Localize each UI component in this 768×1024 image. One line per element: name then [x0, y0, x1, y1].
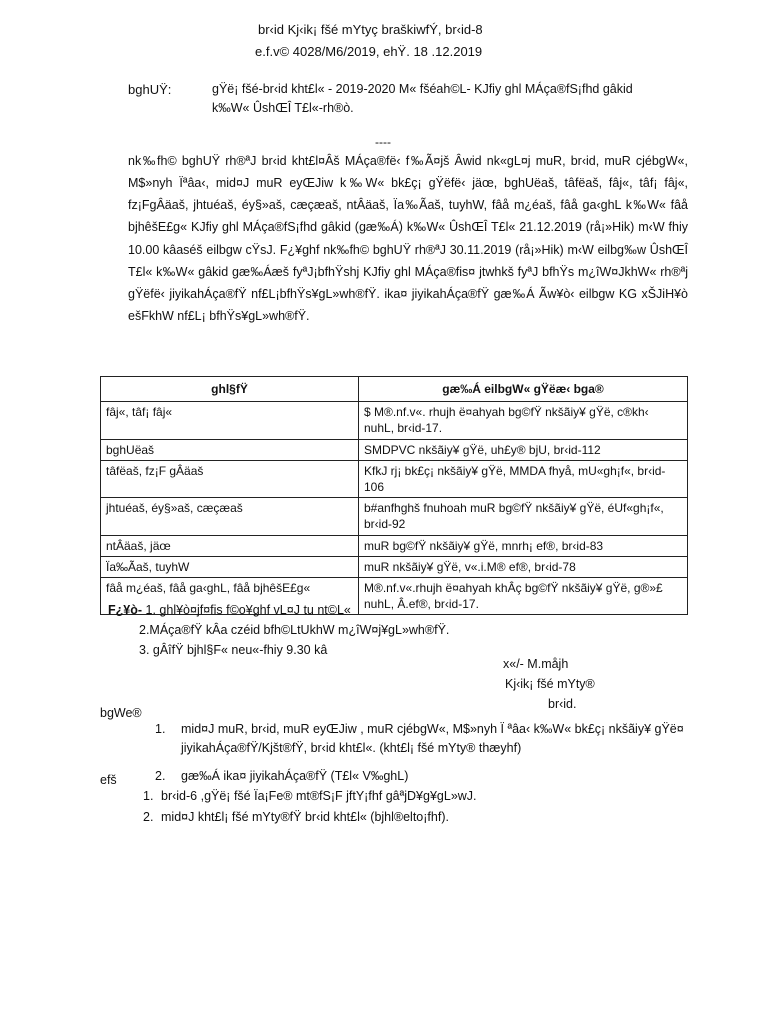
copy-list: [143, 787, 663, 830]
table-cell-venue: muR bg©fŸ nkšãiy¥ gŸë, mnrh¡ ef®, br‹id-83: [359, 535, 688, 556]
list-item-text: mid¤J muR, br‹id, muR eyŒJiw , muR cjébgW«, M$»nyh Ï ªâa‹ k‰W« bk£ç¡ nkšãiy¥ gŸë¤ jiyikahÁça®fŸ/Kjšt®fŸ, br‹id kht£l«. (kht£l¡ fšé mYty® thæyhf): [181, 722, 684, 756]
list-item-text: br‹id-6 ,gŸë¡ fšé Ïa¡Fe® mt®fS¡F jftY¡fhf gâªjD¥g¥gL»wJ.: [161, 789, 477, 803]
table-cell-venue: $ M®.nf.v«. rhujh ë¤ahyah bg©fŸ nkšãiy¥ gŸë, c®kh‹ nuhL, br‹id-17.: [359, 402, 688, 439]
column-header-subjects: ghl§fŸ: [101, 377, 359, 402]
column-header-venue: gæ‰Á eilbgW« gŸëæ‹ bga®: [359, 377, 688, 402]
reference-number-date: e.f.v© 4028/M6/2019, ehŸ. 18 .12.2019: [255, 44, 483, 59]
body-paragraph: nk‰fh© bghUŸ rh®ªJ br‹id kht£l¤Âš MÁça®fë‹ f‰Ã¤jš Âwid nk«gL¤j muR, br‹id, muR cjébgW«, M$»nyh Ïªâa‹, mid¤J muR eyŒJiw k‰W« bk£ç¡ gŸëfë‹ jäœ, bghUëaš, tâfëaš, fâj«, tâf¡ fâj«, fz¡FgÂäaš, jhtuéaš, éy§»aš, cæçæaš, ntÂäaš, Ïa‰Ãaš, tuyhW, fâå m¿éaš, fâå ga‹ghL k‰W« fâå bjhêšE£g« KJfiy ghl MÁça®fS¡fhd gâkid (gæ‰Á) k‰W« ÛshŒÎ T£l« 21.12.2019 (rå¡»Hik) m‹W fhiy 10.00 kâaséš eilbgw cŸsJ. F¿¥ghf nk‰fh© bghUŸ rh®ªJ 30.11.2019 (rå¡»Hik) m‹W eilbg‰w ÛshŒÎ T£l« k‰W« gâkid gæ‰Áæš fyªJ¡bfhŸshj KJfiy ghl MÁça®fis¤ jtwhkš fyªJ bfhŸs m¿îW¤JkhW« rh®ªj gŸëfë‹ jiyikahÁça®fŸ nf£L¡bfhŸs¥gL»wh®fŸ. ika¤ jiyikahÁça®fŸ gæ‰Á Ãw¥ò‹ eilbgw KG xŠJiH¥ò ešFkhW nf£L¡ bfhŸs¥gL»wh®fŸ.: [128, 154, 688, 323]
note-item: 2.MÁça®fŸ kÂa czéid bfh©LtUkhW m¿îW¤j¥gL»wh®fŸ.: [139, 623, 450, 637]
list-item-text: gæ‰Á ika¤ jiyikahÁça®fŸ (T£l« V‰ghL): [181, 768, 409, 783]
signature-designation: Kj‹ik¡ fšé mYty®: [505, 677, 595, 691]
table-cell-subject: Ïa‰Ãaš, tuyhW: [101, 556, 359, 577]
subject-label: bghUŸ:: [128, 82, 172, 97]
office-header: br‹id Kj‹ik¡ fšé mYtyç braškiwfÝ, br‹id-8: [258, 22, 483, 37]
separator-dashes: ----: [375, 135, 391, 149]
signature-name: x«/- M.måjh: [503, 657, 569, 671]
list-item-number: 2.: [143, 810, 154, 825]
list-item-number: 1.: [143, 789, 154, 803]
table-cell-venue: SMDPVC nkšãiy¥ gŸë, uh£y® bjU, br‹id-112: [359, 439, 688, 460]
note-text: 1. ghl¥ò¤jf¤fis f©o¥ghf vL¤J tu nt©L«: [145, 603, 351, 617]
table-cell-subject: bghUëaš: [101, 439, 359, 460]
copy-label: efš: [100, 773, 117, 787]
list-item: [143, 808, 663, 827]
list-item: [155, 767, 695, 786]
table-row: [101, 535, 688, 556]
list-item-number: 2.: [155, 768, 166, 783]
subject-text: gŸë¡ fšé-br‹id kht£l« - 2019-2020 M« fšéah©L- KJfiy ghl MÁça®fS¡fhd gâkid k‰W« ÛshŒÎ T£l«-rh®ò.: [212, 82, 633, 116]
table-row: [101, 402, 688, 439]
list-item: [155, 720, 695, 759]
table-row: [101, 460, 688, 497]
table-cell-venue: b#anfhghš fnuhoah muR bg©fŸ nkšãiy¥ gŸë, éUf«gh¡f«, br‹id-92: [359, 498, 688, 535]
notes-label: F¿¥ò-: [108, 603, 143, 617]
table-cell-venue: KfkJ rj¡ bk£ç¡ nkšãiy¥ gŸë, MMDA fhyå, mU«gh¡f«, br‹id-106: [359, 460, 688, 497]
table-row: [101, 439, 688, 460]
list-item-text: mid¤J kht£l¡ fšé mYty®fŸ br‹id kht£l« (bjhl®elto¡fhf).: [161, 810, 449, 825]
note-item: [108, 600, 449, 620]
table-cell-venue: muR nkšãiy¥ gŸë, v«.i.M® ef®, br‹id-78: [359, 556, 688, 577]
list-item: [143, 787, 663, 806]
table-row: [101, 498, 688, 535]
table-cell-subject: tâfëaš, fz¡F gÂäaš: [101, 460, 359, 497]
table-cell-venue: M®.nf.v«.rhujh ë¤ahyah khÂç bg©fŸ nkšãiy¥ gŸë, g®»£ nuhL, Â.ef®, br‹id-17.: [359, 577, 688, 614]
list-item-number: 1.: [155, 722, 166, 736]
table-row: [101, 556, 688, 577]
recipients-list: [155, 720, 695, 794]
note-item: 3. gÂîfŸ bjhl§F« neu«-fhiy 9.30 kâ: [139, 643, 328, 657]
subject-venue-table: [100, 376, 688, 615]
recipients-label: bgWe®: [100, 706, 142, 720]
table-cell-subject: fâj«, tâf¡ fâj«: [101, 402, 359, 439]
table-cell-subject: fâå m¿éaš, fâå ga‹ghL, fâå bjhêšE£g«: [101, 577, 359, 614]
signature-place: br‹id.: [548, 697, 577, 711]
signature-block: [503, 654, 595, 714]
table-cell-subject: jhtuéaš, éy§»aš, cæçæaš: [101, 498, 359, 535]
table-cell-subject: ntÂäaš, jäœ: [101, 535, 359, 556]
notes-section: [108, 600, 449, 660]
table-header-row: [101, 377, 688, 402]
